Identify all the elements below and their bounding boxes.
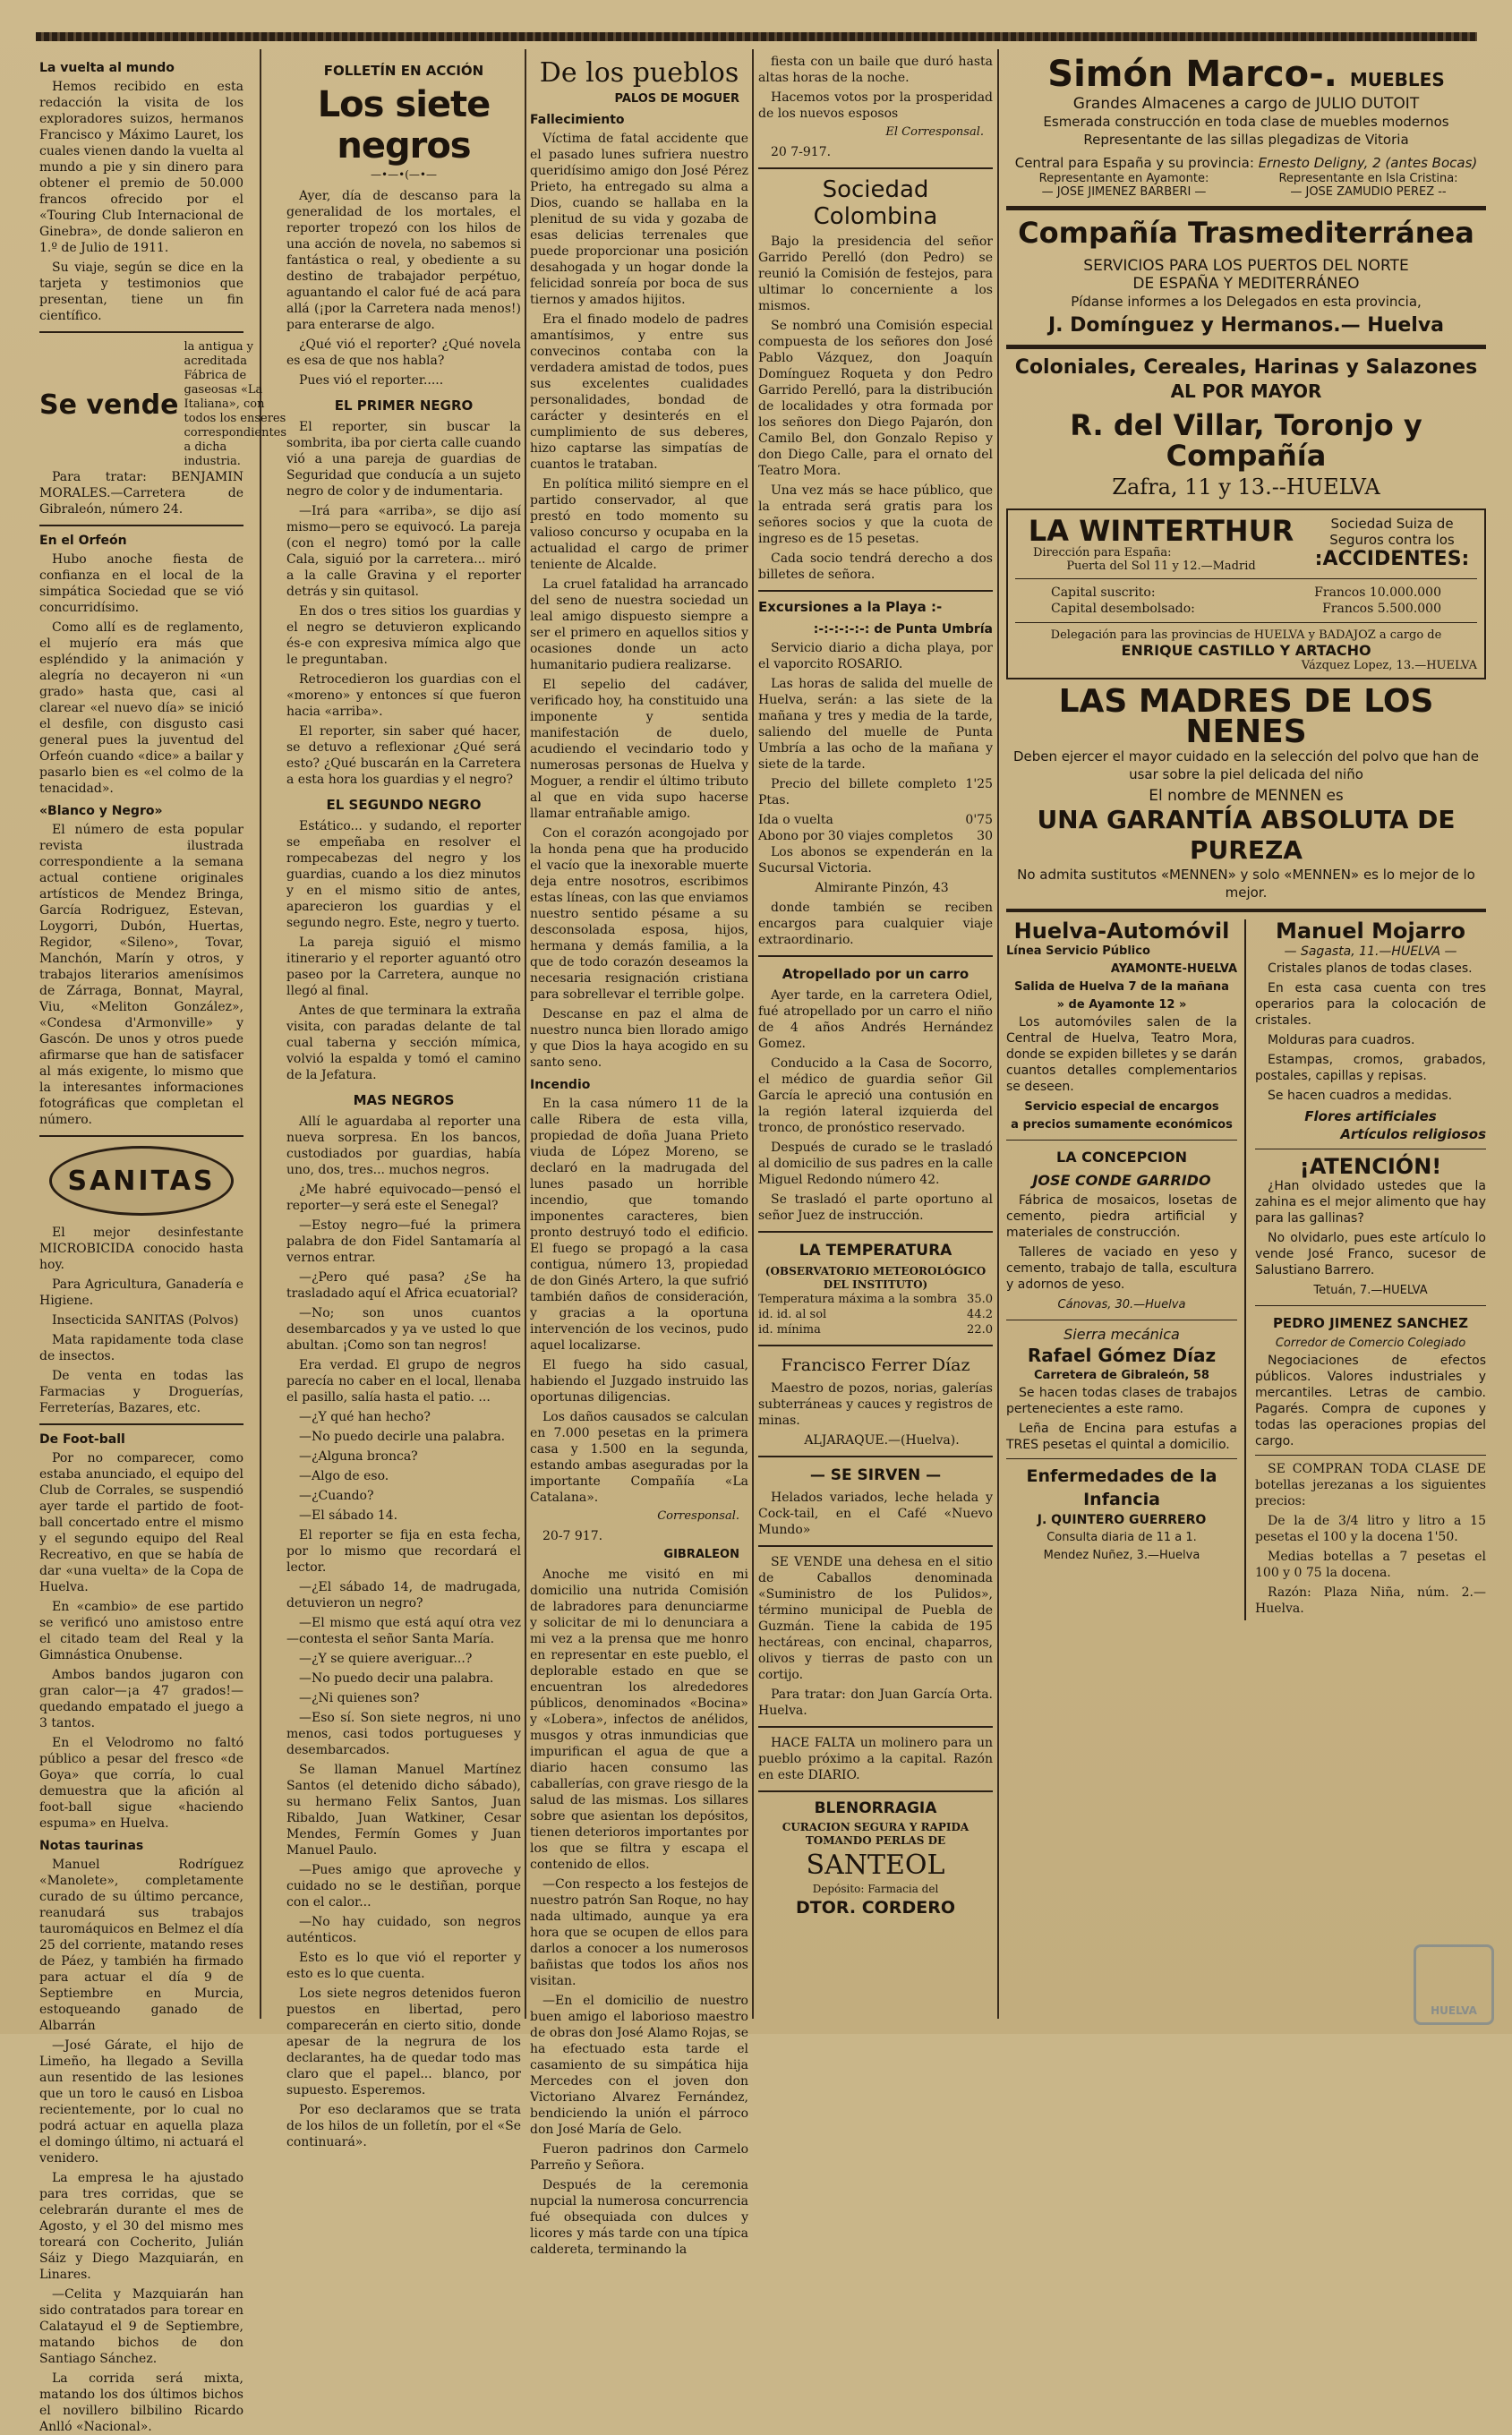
paragraph: —No puedo decirle una palabra.	[299, 1430, 506, 1444]
divider	[758, 1456, 993, 1457]
paragraph: —¿El sábado 14, de madrugada, detuvieron un negro?	[286, 1580, 521, 1611]
ad-title: Simón Marco-.	[1047, 54, 1337, 95]
temperature-row	[758, 1292, 993, 1307]
temp-value: 22.0	[967, 1323, 993, 1337]
divider	[758, 1345, 993, 1346]
ad-line: — JOSE JIMENEZ BARBERI —	[1041, 185, 1207, 199]
ad-line: — Sagasta, 11.—HUELVA —	[1284, 944, 1457, 959]
ad-line: UNA GARANTÍA ABSOLUTA DE PUREZA	[1037, 805, 1456, 865]
article-heading: En el Orfeón	[39, 534, 127, 548]
paragraph: —Algo de eso.	[299, 1469, 389, 1483]
column-divider	[752, 49, 754, 2019]
paragraph: La corrida será mixta, matando los dos últimos bichos el novillero bilbilino Ricardo Anlló «Nacional».	[39, 2371, 243, 2434]
paragraph: De la de 3/4 litro y litro a 15 pesetas el 100 y la docena 1'50.	[1255, 1514, 1486, 1544]
la-concepcion-ad	[1006, 1146, 1237, 1314]
divider	[1006, 206, 1486, 210]
ad-title: R. del Villar, Toronjo y Compañía	[1070, 408, 1422, 473]
column-2	[286, 54, 521, 2149]
ad-title: Francisco Ferrer Díaz	[781, 1355, 970, 1375]
ad-line: J. Domínguez y Hermanos.— Huelva	[1047, 314, 1445, 337]
lower-ads-right	[1255, 919, 1486, 1620]
paragraph: Una vez más se hace público, que la entrada será gratis para los señores socios y que la cuota de ingreso es de 15 pesetas.	[758, 483, 993, 546]
article-title: Los siete negros	[317, 84, 491, 167]
divider	[39, 331, 243, 333]
column-4	[758, 54, 993, 2014]
town-heading: GIBRALEON	[663, 1548, 739, 1561]
paragraph: Se nombró una Comisión especial compuesta de los señores don José Pablo Vázquez, don Joaquín Domínguez Roqueta y don Pedro Garrido Perelló, para la distribución de localidades y otra formada por los señores don Diego Pajarón, don Camilo Bel, don Gonzalo Repiso y don Diego Calle, para el ornato del Teatro Mora.	[758, 319, 993, 478]
divider	[758, 167, 993, 169]
paragraph: Razón: Plaza Niña, núm. 2.—Huelva.	[1255, 1585, 1486, 1616]
ad-line: Mendez Nuñez, 3.—Huelva	[1043, 1549, 1200, 1562]
paragraph: —El sábado 14.	[299, 1508, 398, 1523]
capital-row	[1015, 585, 1477, 601]
divider	[758, 1726, 993, 1728]
paragraph: —Eso sí. Son siete negros, ni uno menos, casi todos portugueses y desembarcados.	[286, 1711, 521, 1757]
paragraph: —¿Alguna bronca?	[299, 1449, 418, 1464]
paragraph: Servicio diario a dicha playa, por el vaporcito ROSARIO.	[758, 641, 993, 671]
sanitas-logo: SANITAS	[49, 1146, 234, 1216]
ad-line: DE ESPAÑA Y MEDITERRÁNEO	[1132, 275, 1360, 293]
paragraph: —No; son unos cuantos desembarcados y ya ve usted lo que abultan. ¡Como son tan negros!	[286, 1306, 521, 1353]
ad-line: Vázquez Lopez, 13.—HUELVA	[1301, 659, 1477, 672]
ad-line: » de Ayamonte 12 »	[1056, 998, 1187, 1012]
ad-line: Central para España y su provincia:	[1014, 155, 1254, 171]
paragraph: Su viaje, según se dice en la tarjeta y testimonios que presentan, tiene un fin científico.	[39, 261, 243, 323]
paragraph: HACE FALTA un molinero para un pueblo próximo a la capital. Razón en este DIARIO.	[758, 1736, 993, 1782]
ad-line: Salida de Huelva 7 de la mañana	[1014, 980, 1229, 994]
classified-ad	[39, 340, 287, 469]
paragraph: —Con respecto a los festejos de nuestro patrón San Roque, no hay nada ultimado, aunque ya era hora que se ocupen de ellos para darlos a conocer a los numerosos bañistas que todos los años nos visitan.	[530, 1877, 748, 1988]
paragraph: Estático... y sudando, el reporter se empeñaba en resolver el rompecabezas del negro y los guardias, cuando a los diez minutos y en el mismo sitio de antes, aparecieron los guardias y el segundo negro. Este, negro y tuerto.	[286, 819, 521, 930]
divider	[1006, 1140, 1237, 1141]
ad-line: DTOR. CORDERO	[796, 1898, 955, 1918]
mennen-ad	[1006, 683, 1486, 901]
ad-line: JOSE CONDE GARRIDO	[1032, 1172, 1211, 1189]
paragraph: Maestro de pozos, norias, galerías subterráneas y cauces y registros de minas.	[758, 1381, 993, 1428]
temperature-row	[758, 1307, 993, 1322]
paragraph: Manuel Rodríguez «Manolete», completamente curado de su último percance, reanudará sus trabajos tauromáquicos en Belmez el día 25 del corriente, matando reses de Páez, y también ha firmado para actuar el día 9 de Septiembre en Murcia, estoqueando ganado de Albarrán	[39, 1858, 243, 2033]
capital-label: Capital desembolsado:	[1051, 602, 1195, 616]
paragraph: Medias botellas a 7 pesetas el 100 y 0 75 la docena.	[1255, 1550, 1486, 1580]
divider	[758, 590, 993, 592]
ad-line: Consulta diaria de 11 a 1.	[1046, 1531, 1197, 1544]
trasmediterranea-ad	[1006, 218, 1486, 337]
ad-line: TOMANDO PERLAS DE	[805, 1834, 946, 1847]
paragraph: Anoche me visitó en mi domicilio una nutrida Comisión de labradores para denunciarme y solicitar de mi lo denunciara a mi vez a la prensa que me honro en representar en este pueblo, el deplorable estado en que se encuentran los alrededores públicos, denominados «Bocina» y «Lobera», infectos de anélidos, musgos y otras inmundicias que impurifican el agua de que a diario hacen consumo las caballerías, con grave riesgo de la salud de las mismas. Los sillares sobre que asientan los depósitos, tienen deterioros importantes por los que se filtra y escapa el contenido de ellos.	[530, 1568, 748, 1872]
sierra-mecanica-ad	[1006, 1326, 1237, 1453]
paragraph: —Estoy negro—fué la primera palabra de don Fidel Santamaría al vernos entrar.	[286, 1218, 521, 1265]
divider	[1006, 909, 1486, 912]
ad-line: No admita sustitutos «MENNEN» y solo «MENNEN» es lo mejor de lo mejor.	[1017, 867, 1475, 901]
paragraph: Retrocedieron los guardias con el «moreno» y entonces sí que fueron hacia «arriba».	[286, 672, 521, 719]
ad-title: Enfermedades de la Infancia	[1026, 1466, 1217, 1509]
section-subtitle: (OBSERVATORIO METEOROLÓGICO DEL INSTITUTO)	[765, 1265, 987, 1291]
address: ALJARAQUE.—(Huelva).	[804, 1433, 960, 1448]
column-5-ads	[1006, 54, 1486, 2014]
ad-line: J. QUINTERO GUERRERO	[1037, 1513, 1207, 1527]
ad-title: Manuel Mojarro	[1275, 918, 1466, 944]
paragraph: Insecticida SANITAS (Polvos)	[52, 1313, 239, 1328]
paragraph: Ambos bandos jugaron con gran calor—¡a 47 grados!—quedando empatado el juego a 3 tantos.	[39, 1668, 243, 1730]
paragraph: —¿Pero qué pasa? ¿Se ha trasladado aquí el Africa ecuatorial?	[286, 1270, 521, 1301]
paragraph: Se llaman Manuel Martínez Santos (el detenido dicho sábado), su hermano Felix Santos, Juan Ribaldo, Juan Watkiner, Cesar Mendes, Fermín Gomes y Juan Manuel Paulo.	[286, 1763, 521, 1858]
paragraph: Se hacen todas clases de trabajos pertenecientes a este ramo.	[1006, 1386, 1237, 1416]
paragraph: Esto es lo que vió el reporter y esto es lo que cuenta.	[286, 1951, 521, 1981]
ad-title: Compañía Trasmediterránea	[1018, 216, 1474, 250]
archive-watermark-logo: HUELVA	[1414, 1944, 1494, 2025]
divider	[1015, 622, 1477, 623]
capital-row	[1015, 601, 1477, 617]
divider	[1006, 1458, 1237, 1459]
paragraph: Precio del billete completo 1'25 Ptas.	[758, 777, 993, 807]
paragraph: Descanse en paz el alma de nuestro nunca bien llorado amigo y que Dios la haya acogido en su santo seno.	[530, 1007, 748, 1070]
ad-title: BLENORRAGIA	[814, 1799, 937, 1817]
paragraph: ¿Qué vió el reporter? ¿Qué novela es esa de que nos habla?	[286, 337, 521, 368]
ad-line: Sierra mecánica	[1064, 1326, 1180, 1343]
atencion-ad	[1255, 1155, 1486, 1300]
ad-line: Representante de las sillas plegadizas de Vitoria	[1083, 132, 1409, 148]
ad-line: Pídanse informes a los Delegados en esta provincia,	[1071, 294, 1422, 310]
infancia-ad	[1006, 1465, 1237, 1565]
temp-value: 44.2	[967, 1308, 993, 1321]
paragraph: Por eso declaramos que se trata de los hilos de un folletín, por el «Se continuará».	[286, 2103, 521, 2149]
paragraph: No olvidarlo, pues este artículo lo vende José Franco, sucesor de Salustiano Barrero.	[1255, 1231, 1486, 1277]
divider	[758, 1545, 993, 1547]
paragraph: Mata rapidamente toda clase de insectos.	[39, 1333, 243, 1363]
subheading: MAS NEGROS	[353, 1092, 455, 1108]
signature: El Corresponsal.	[885, 125, 984, 139]
paragraph: Se hacen cuadros a medidas.	[1268, 1089, 1453, 1103]
paragraph: Después de curado se le trasladó al domicilio de sus padres en la calle Miguel Redondo número 42.	[758, 1141, 993, 1187]
divider	[39, 1423, 243, 1425]
ad-line: CURACION SEGURA Y RAPIDA	[782, 1821, 970, 1833]
ad-line: Corredor de Comercio Colegiado	[1275, 1337, 1466, 1350]
temp-label: id. id. al sol	[758, 1308, 827, 1321]
paragraph: Molduras para cuadros.	[1268, 1033, 1415, 1047]
price-row	[758, 812, 993, 828]
paragraph: fiesta con un baile que duró hasta altas horas de la noche.	[758, 55, 993, 85]
paragraph: Después de la ceremonia nupcial la numerosa concurrencia fué obsequiada con dulces y licores y más tarde con una típica caldereta, terminando la	[530, 2178, 748, 2257]
paragraph: —¿Y se quiere averiguar...?	[299, 1652, 473, 1666]
ad-title: Rafael Gómez Díaz	[1027, 1345, 1217, 1366]
section-title: LA TEMPERATURA	[799, 1242, 952, 1260]
ad-line: Puerta del Sol 11 y 12.—Madrid	[1066, 560, 1256, 573]
subheading: EL SEGUNDO NEGRO	[326, 797, 482, 813]
paragraph: ¿Han olvidado ustedes que la zahina es el mejor alimento que hay para las gallinas?	[1255, 1179, 1486, 1226]
paragraph: Los siete negros detenidos fueron puestos en libertad, pero comparecerán en cierto sitio, donde apesar de la negrura de los declarantes, ha de quedar todo mas claro que el papel... blanco, por supuesto. Esperemos.	[286, 1986, 521, 2098]
address: Almirante Pinzón, 43	[815, 881, 949, 895]
paragraph: La empresa le ha ajustado para tres corridas, que se celebrarán durante el mes de Agosto, y el 30 del mismo mes toreará con Cocherito, Julián Sáiz y Diego Mazquiarán, en Linares.	[39, 2171, 243, 2282]
paragraph: En dos o tres sitios los guardias y el negro se detuvieron explicando és-e con expresiva mímica algo que le preguntaban.	[286, 604, 521, 667]
paragraph: Leña de Encina para estufas a TRES pesetas el quintal a domicilio.	[1006, 1422, 1237, 1452]
article-heading: Excursiones a la Playa :-	[758, 599, 943, 615]
paragraph: Hemos recibido en esta redacción la visita de los exploradores suizos, hermanos Francisco y Máximo Lauret, los cuales vienen dando la vuelta al mundo a pie y sin dinero para obtener el premio de 50.000 francos ofrecido por el «Touring Club Internacional de Ginebra», de donde salieron en 1.º de Julio de 1911.	[39, 80, 243, 255]
paragraph: El sepelio del cadáver, verificado hoy, ha constituido una imponente y sentida manifestación de duelo, acudiendo el vecindario todo y numerosas personas de Huelva y Moguer, a rendir el último tributo al que en vida supo hacerse llamar entrañable amigo.	[530, 678, 748, 821]
simon-marco-ad	[1006, 54, 1486, 199]
paragraph: Ayer, día de descanso para la generalidad de los mortales, el reporter tropezó con los hilos de una acción de novela, no sabemos si fantástica o real, y obediente a su destino de trabajador perpétuo, aguantando el calor fué de acá para allá (¡por la Carretera nada menos!) para enterarse de algo.	[286, 189, 521, 332]
ad-heading: Se vende	[39, 389, 179, 421]
capital-value: Francos 10.000.000	[1314, 585, 1441, 600]
ad-line: Delegación para las provincias de HUELVA y BADAJOZ a cargo de	[1050, 628, 1442, 642]
price-value: 0'75	[965, 813, 993, 827]
top-rule	[36, 32, 1477, 41]
ad-line: Ernesto Deligny, 2 (antes Bocas)	[1258, 155, 1478, 171]
signature: Corresponsal.	[657, 1509, 739, 1523]
paragraph: Negociaciones de efectos públicos. Valores industriales y mercantiles. Letras de cambio. Pagarés. Compra de cupones y todas las operaciones propias del cargo.	[1255, 1354, 1486, 1448]
divider	[758, 955, 993, 957]
ad-line: Deben ejercer el mayor cuidado en la selección del polvo que han de usar sobre la piel delicada del niño	[1012, 748, 1480, 782]
lower-ads-left	[1006, 919, 1246, 1620]
article-heading: Fallecimiento	[530, 113, 625, 127]
villar-ad	[1006, 356, 1486, 500]
paragraph: —Pues amigo que aproveche y cuidado no se le destiñan, porque con el calor...	[286, 1863, 521, 1910]
paragraph: El mejor desinfestante MICROBICIDA conocido hasta hoy.	[39, 1226, 243, 1272]
temp-value: 35.0	[967, 1293, 993, 1306]
paragraph: ¿Me habré equivocado—pensó el reporter—y será este el Senegal?	[286, 1183, 521, 1213]
ad-title: PEDRO JIMENEZ SANCHEZ	[1272, 1315, 1469, 1331]
paragraph: —¿Cuando?	[299, 1489, 374, 1503]
column-1	[39, 54, 287, 2434]
ad-line: Esmerada construcción en toda clase de muebles modernos	[1043, 114, 1449, 130]
ad-title: LA WINTERTHUR	[1028, 514, 1294, 548]
ad-line: Artículos religiosos	[1340, 1126, 1486, 1142]
paragraph: —¿Ni quienes son?	[299, 1691, 420, 1705]
paragraph: Se trasladó el parte oportuno al señor Juez de instrucción.	[758, 1192, 993, 1223]
ad-line: Representante en Isla Cristina:	[1278, 172, 1458, 185]
town-heading: PALOS DE MOGUER	[614, 92, 739, 106]
paragraph: Estampas, cromos, grabados, postales, capillas y repisas.	[1255, 1053, 1486, 1083]
paragraph: El reporter, sin buscar la sombrita, iba por cierta calle cuando vió a una pareja de guardias de Seguridad que conducía a un sujeto negro de color y de indumentaria.	[286, 420, 521, 499]
section-title: Sociedad Colombina	[813, 176, 938, 230]
price-value: 30	[977, 829, 993, 843]
paragraph: Hacemos votos por la prosperidad de los nuevos esposos	[758, 90, 993, 121]
paragraph: La cruel fatalidad ha arrancado del seno de nuestra sociedad un leal amigo dispuesto siempre a ser el primero en aquellos sitios y ocasiones donde un acto humanitario pudiera realizarse.	[530, 577, 748, 672]
article-heading: De Foot-ball	[39, 1432, 125, 1447]
divider	[1255, 1455, 1486, 1456]
ad-title: Huelva-Automóvil	[1013, 918, 1230, 944]
paragraph: Como allí es de reglamento, el mujerío era más que espléndido y la animación y alegría no decayeron ni «un grado» hasta que, casi al clarear «el nuevo día» se inició el desfile, con disgusto casi general pues la juventud del Orfeón cuando «dice» a bailar y pasarlo bien es «el colmo de la tenacidad».	[39, 620, 243, 796]
article-heading: Notas taurinas	[39, 1839, 144, 1853]
paragraph: Antes de que terminara la extraña visita, con paradas delante de tal cual taberna y sección mímica, volvió la espalda y tomó el camino de la Jefatura.	[286, 1004, 521, 1082]
paragraph: Ayer tarde, en la carretera Odiel, fué atropellado por un carro el niño de 4 años Andrés Hernández Gomez.	[758, 988, 993, 1051]
paragraph: El número de esta popular revista ilustrada correspondiente a la semana actual contiene originales artísticos de Mendez Bringa, García Rodriguez, Estevan, Loygorri, Dubón, Huertas, Regidor, «Sileno», Tovar, Manchón, Marín y otros, y trabajos literarios amenísimos de Zárraga, Bonnat, Mayral, Viu, «Meliton González», «Condesa d'Armonville» y Gascón. De unos y otros puede afirmarse que han de satisfacer al más exigente, lo mismo que la interesantes informaciones fotográficas que completan el número.	[39, 823, 243, 1127]
section-title: De los pueblos	[539, 57, 739, 89]
ad-line: :ACCIDENTES:	[1314, 548, 1470, 570]
ad-line: Grandes Almacenes a cargo de JULIO DUTOIT	[1072, 95, 1420, 113]
column-divider	[525, 49, 526, 2019]
paragraph: Por no comparecer, como estaba anunciado, el equipo del Club de Corrales, se suspendió ayer tarde el partido de foot-ball concertado entre el mismo y el segundo equipo del Real Recreativo, en que se había de dar «una vuelta» de la Copa de Huelva.	[39, 1451, 243, 1594]
ornament: —•—•(—•—	[371, 168, 437, 181]
mojarro-ad	[1255, 919, 1486, 1143]
ad-line: Zafra, 11 y 13.--HUELVA	[1112, 474, 1380, 500]
ad-subtitle: MUEBLES	[1349, 69, 1445, 90]
ad-line: Línea Servicio Público	[1006, 944, 1150, 958]
paragraph: Los automóviles salen de la Central de Huelva, Teatro Mora, donde se expiden billetes y se darán cuantos detalles complementarios se deseen.	[1006, 1015, 1237, 1094]
temp-label: id. mínima	[758, 1323, 821, 1337]
paragraph: El fuego ha sido casual, habiendo el Juzgado instruido las oportunas diligencias.	[530, 1358, 748, 1405]
ad-line: Depósito: Farmacia del	[812, 1883, 939, 1895]
paragraph: Cada socio tendrá derecho a dos billetes de señora.	[758, 551, 993, 582]
divider	[39, 1135, 243, 1137]
brand-name: SANTEOL	[806, 1850, 945, 1881]
pedro-jimenez-ad	[1255, 1311, 1486, 1449]
price-row	[758, 828, 993, 844]
section-kicker: FOLLETÍN EN ACCIÓN	[323, 63, 484, 79]
ad-line: AL POR MAYOR	[1170, 380, 1322, 402]
paragraph: Víctima de fatal accidente que el pasado lunes sufriera nuestro queridísimo amigo don José Pérez Prieto, ha entregado su alma a Dios, cuando se hallaba en la plenitud de su vida y gozaba de esas delicias terrenales que puede proporcionar una posición desahogada y un hogar donde la felicidad sonreía por boca de sus tiernos y amados hijitos.	[530, 132, 748, 307]
dateline: 20 7-917.	[771, 145, 832, 159]
divider	[39, 525, 243, 526]
paragraph: —¿Y qué han hecho?	[299, 1410, 431, 1424]
paragraph: Talleres de vaciado en yeso y cemento, trabajo de talla, escultura y adornos de yeso.	[1006, 1245, 1237, 1292]
divider	[1006, 345, 1486, 349]
paragraph: Pues vió el reporter.....	[299, 373, 444, 388]
ad-line: Sociedad Suiza de Seguros contra los	[1329, 516, 1455, 548]
paragraph: —El mismo que está aquí otra vez—contesta el señor Santa María.	[286, 1616, 521, 1646]
paragraph: Cristales planos de todas clases.	[1268, 961, 1473, 976]
price-label: Ida o vuelta	[758, 813, 833, 827]
ad-title: — SE SIRVEN —	[809, 1466, 942, 1484]
paragraph: En política militó siempre en el partido conservador, al que prestó en todo momento su valioso concurso y ocupaba en la actualidad el cargo de primer teniente de Alcalde.	[530, 477, 748, 572]
paragraph: Allí le aguardaba al reporter una nueva sorpresa. En los bancos, custodiados por guardias, había uno, dos, tres... muchos negros.	[286, 1115, 521, 1177]
paragraph: Los abonos se expenderán en la Sucursal Victoria.	[758, 845, 993, 876]
divider	[758, 1790, 993, 1792]
paragraph: De venta en todas las Farmacias y Droguerías, Ferreterías, Bazares, etc.	[39, 1369, 243, 1415]
paragraph: El reporter, sin saber qué hacer, se detuvo a reflexionar ¿Qué será esto? ¿Qué buscarán en la Carretera a esta hora los guardias y el negro?	[286, 724, 521, 787]
ad-title: LAS MADRES DE LOS NENES	[1058, 683, 1434, 750]
ad-title: ¡ATENCIÓN!	[1299, 1154, 1442, 1179]
article-heading: Incendio	[530, 1078, 591, 1092]
ad-line: Representante en Ayamonte:	[1038, 172, 1209, 185]
capital-label: Capital suscrito:	[1051, 585, 1156, 600]
subheading: EL PRIMER NEGRO	[334, 397, 474, 414]
ad-line: Carretera de Gibraleón, 58	[1034, 1369, 1209, 1382]
paragraph: —José Gárate, el hijo de Limeño, ha llegado a Sevilla aun resentido de las lesiones que un toro le causó en Lisboa recientemente, por lo cual no podrá actuar en aquella plaza el domingo último, ni actuará el venidero.	[39, 2038, 243, 2166]
paragraph: donde también se reciben encargos para cualquier viaje extraordinario.	[758, 901, 993, 947]
paragraph: —Irá para «arriba», se dijo así mismo—pero se equivocó. La pareja (con el negro) tomó por la calle Cala, siguió por la carretera... miró a la calle Gravina y el reporter detrás y sin quitasol.	[286, 504, 521, 599]
paragraph: Para tratar: BENJAMIN MORALES.—Carretera de Gibraleón, número 24.	[39, 470, 243, 517]
paragraph: SE COMPRAN TODA CLASE DE botellas jerezanas a los siguientes precios:	[1255, 1462, 1486, 1508]
paragraph: Las horas de salida del muelle de Huelva, serán: a las siete de la mañana y tres y media de la tarde, saliendo del muelle de Punta Umbría a las ocho de la mañana y siete de la tarde.	[758, 677, 993, 772]
huelva-automovil-ad	[1006, 919, 1237, 1134]
divider	[1015, 578, 1477, 579]
paragraph: Para tratar: don Juan García Orta. Huelva.	[758, 1687, 993, 1718]
ad-line: Cánovas, 30.—Huelva	[1057, 1298, 1186, 1311]
capital-value: Francos 5.500.000	[1322, 602, 1441, 616]
divider	[1255, 1305, 1486, 1306]
paragraph: Los daños causados se calculan en 7.000 pesetas en la primera casa y 1.500 en la segunda, estando ambas aseguradas por la importante Compañía «La Catalana».	[530, 1410, 748, 1505]
price-label: Abono por 30 viajes completos	[758, 829, 953, 843]
paragraph: Fábrica de mosaicos, losetas de cemento, piedra artificial y materiales de construcción.	[1006, 1193, 1237, 1240]
ad-text: la antigua y acreditada Fábrica de gaseosas «La Italiana», con todos los enseres correspondientes a dicha industria.	[184, 340, 287, 468]
ad-title: LA CONCEPCION	[1056, 1149, 1187, 1166]
article-heading: Atropellado por un carro	[782, 966, 970, 982]
ad-line: El nombre de MENNEN es	[1149, 787, 1344, 805]
winterthur-ad	[1006, 508, 1486, 679]
ad-line: a precios sumamente económicos	[1011, 1118, 1233, 1132]
article-heading: La vuelta al mundo	[39, 61, 175, 75]
ad-line: — JOSE ZAMUDIO PEREZ --	[1290, 185, 1447, 199]
paragraph: —Celita y Mazquiarán han sido contratados para torear en Calatayud el 9 de Septiembre, matando bichos de don Santiago Sánchez.	[39, 2287, 243, 2366]
ad-line: Servicio especial de encargos	[1024, 1100, 1219, 1114]
paragraph: Con el corazón acongojado por la honda pena que ha producido el vacío que la inexorable muerte deja entre nosotros, escribimos estas líneas, con las que enviamos nuestro sentido pésame a su desconsolada esposa, hijos, hermana y demás familia, a la que de todo corazón deseamos la necesaria resignación cristiana para sobrellevar el terrible golpe.	[530, 826, 748, 1002]
column-3	[530, 54, 748, 2257]
paragraph: En esta casa cuenta con tres operarios para la colocación de cristales.	[1255, 981, 1486, 1028]
paragraph: En el Velodromo no faltó público a pesar del fresco «de Goya» que corría, lo cual demuestra que la afición al foot-ball sigue «haciendo espuma» en Huelva.	[39, 1736, 243, 1831]
temp-label: Temperatura máxima a la sombra	[758, 1293, 958, 1306]
paragraph: SE VENDE una dehesa en el sitio de Caballos denominada «Suministro de los Pulidos», término municipal de Puebla de Guzmán. Tiene la cabida de 195 hectáreas, con encinal, chaparros, olivos y tierras de pasto con un cortijo.	[758, 1555, 993, 1682]
column-divider	[997, 49, 999, 2019]
paragraph: En la casa número 11 de la calle Ribera de esta villa, propiedad de doña Juana Prieto viuda de López Moreno, se declaró en la madrugada del lunes pasado un horrible incendio, que tomando imponentes caracteres, bien pronto destruyó todo el edificio. El fuego se propagó a la casa contigua, número 13, propiedad de don Ginés Artero, la que sufrió también daños de consideración, y gracias a la oportuna intervención de los vecinos, pudo aquel localizarse.	[530, 1097, 748, 1353]
paragraph: Conducido a la Casa de Socorro, el médico de guardia señor Gil García le apreció una contusión en la región lateral izquierda del tronco, de pronóstico reservado.	[758, 1056, 993, 1135]
paragraph: Helados variados, leche helada y Cock-tail, en el Café «Nuevo Mundo»	[758, 1491, 993, 1537]
ad-line: Dirección para España:	[1033, 546, 1172, 560]
paragraph: Bajo la presidencia del señor Garrido Perelló (don Pedro) se reunió la Comisión de festejos, para ultimar lo concerniente a los mismos.	[758, 235, 993, 313]
temperature-row	[758, 1322, 993, 1337]
paragraph: Era el finado modelo de padres amantísimos, y entre sus convecinos contaba con la verdadera amistad de todos, pues sus excelentes cualidades personalidades, bondad de carácter y desinterés en el cumplimiento de sus deberes, hizo captarse las simpatías de cuantos le trataban.	[530, 312, 748, 472]
dateline: 20-7 917.	[542, 1529, 603, 1543]
article-subheading: :-:-:-:-:-: de Punta Umbría	[813, 622, 993, 637]
paragraph: La pareja siguió el mismo itinerario y el reporter aguantó otro paseo por la Carretera, aunque no llegó al final.	[286, 936, 521, 998]
paragraph: Para Agricultura, Ganadería e Higiene.	[39, 1277, 243, 1308]
paragraph: El reporter se fija en esta fecha, por lo mismo que recordará el lector.	[286, 1528, 521, 1575]
divider	[758, 1231, 993, 1233]
ad-line: ENRIQUE CASTILLO Y ARTACHO	[1121, 642, 1371, 659]
paragraph: En «cambio» de ese partido se verificó uno amistoso entre el citado team del Real y la Gimnástica Onubense.	[39, 1600, 243, 1662]
paragraph: —No puedo decir una palabra.	[299, 1671, 494, 1686]
ad-line: Coloniales, Cereales, Harinas y Salazones	[1014, 356, 1478, 379]
paragraph: Fueron padrinos don Carmelo Parreño y Señora.	[530, 2142, 748, 2173]
lower-ads-grid	[1006, 919, 1486, 1620]
ad-line: Tetuán, 7.—HUELVA	[1313, 1284, 1428, 1297]
ad-line: Flores artificiales	[1304, 1108, 1437, 1124]
paragraph: —No hay cuidado, son negros auténticos.	[286, 1915, 521, 1945]
article-heading: «Blanco y Negro»	[39, 804, 163, 818]
compran-ad	[1255, 1461, 1486, 1617]
paragraph: Hubo anoche fiesta de confianza en el local de la simpática Sociedad que se vió concurridísimo.	[39, 552, 243, 615]
paragraph: —En el domicilio de nuestro buen amigo el laborioso maestro de obras don José Alamo Rojas, se ha efectuado esta tarde el casamiento de su simpática hija Mercedes con el joven don Victoriano Alvarez Fernández, bendiciendo la unión el párroco don José María de Gelo.	[530, 1994, 748, 2137]
paragraph: Era verdad. El grupo de negros parecía no caber en el local, llenaba el pasillo, salía hasta el patio. ...	[286, 1358, 521, 1405]
ad-line: SERVICIOS PARA LOS PUERTOS DEL NORTE	[1083, 257, 1409, 275]
ad-line: AYAMONTE-HUELVA	[1110, 962, 1237, 976]
